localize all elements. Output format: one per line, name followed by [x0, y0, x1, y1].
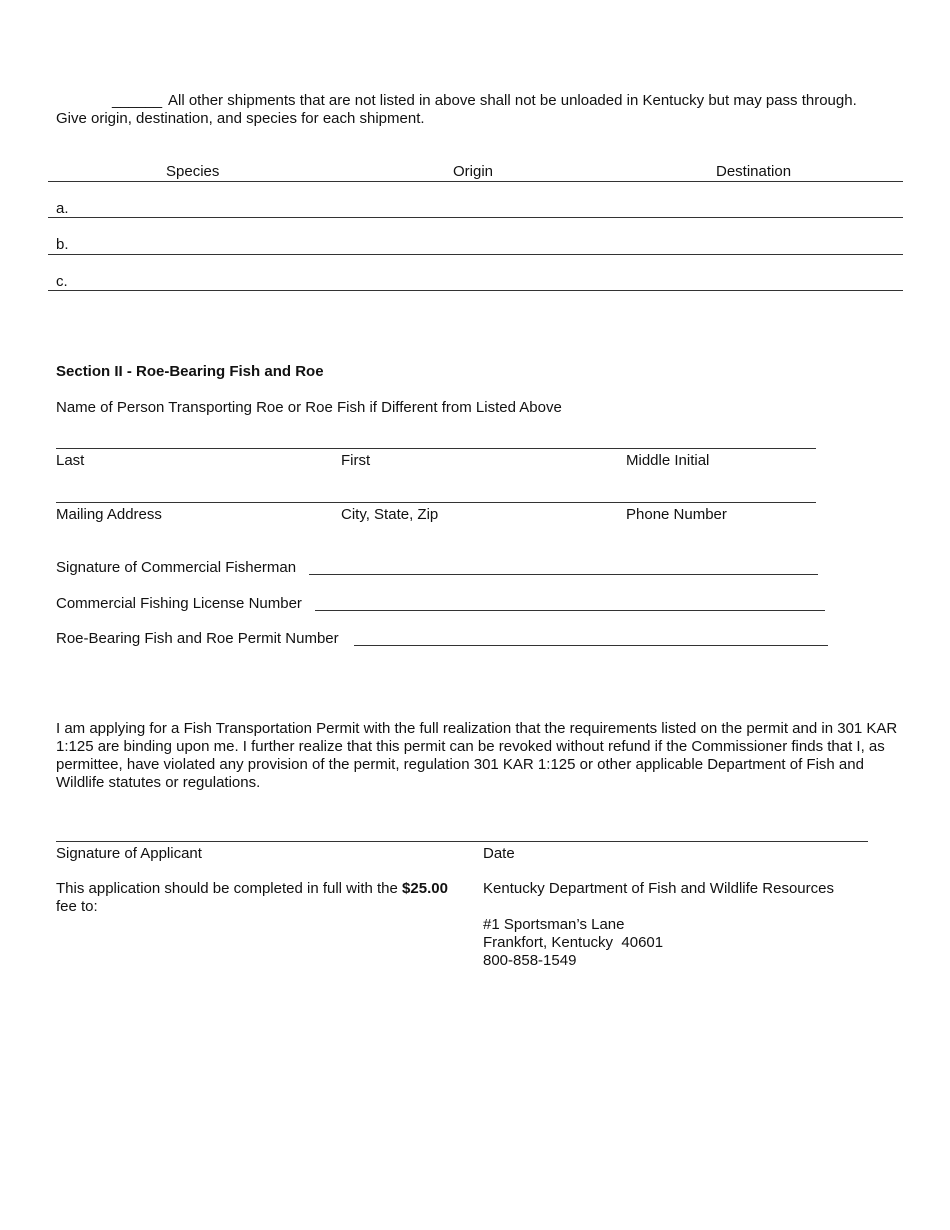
fisherman-signature-label: Signature of Commercial Fisherman	[56, 559, 297, 576]
license-number-label: Commercial Fishing License Number	[56, 595, 302, 612]
label-middle-initial: Middle Initial	[626, 452, 710, 469]
applicant-signature-label: Signature of Applicant	[56, 845, 202, 862]
license-number-line[interactable]	[315, 610, 825, 611]
table-header-rule	[48, 181, 903, 182]
label-city-state-zip: City, State, Zip	[341, 506, 439, 523]
applicant-signature-line[interactable]	[56, 841, 868, 842]
label-last: Last	[56, 452, 85, 469]
section2-name-prompt: Name of Person Transporting Roe or Roe Fish if Different from Listed Above	[56, 399, 562, 416]
date-label: Date	[483, 845, 515, 862]
agency-phone: 800-858-1549	[483, 952, 577, 969]
address-entry-line[interactable]	[56, 502, 816, 503]
column-header-destination: Destination	[716, 163, 792, 180]
shipments-blank[interactable]: ______	[112, 92, 163, 109]
fee-amount: $25.00	[402, 880, 448, 897]
column-header-species: Species	[166, 163, 220, 180]
table-row-b-label: b.	[56, 236, 69, 253]
table-row-a-line[interactable]	[48, 217, 903, 218]
table-row-c-line[interactable]	[48, 290, 903, 291]
shipments-intro-line2: Give origin, destination, and species for each shipment.	[56, 110, 425, 127]
agency-street: #1 Sportsman’s Lane	[483, 916, 625, 933]
table-row-c-label: c.	[56, 273, 68, 290]
table-row-b-line[interactable]	[48, 254, 903, 255]
fee-text-after: fee to:	[56, 898, 98, 915]
shipments-intro-line1: All other shipments that are not listed in above shall not be unloaded in Kentucky but may pass through.	[168, 92, 857, 109]
table-row-a-label: a.	[56, 200, 69, 217]
label-mailing-address: Mailing Address	[56, 506, 162, 523]
agency-name: Kentucky Department of Fish and Wildlife Resources	[483, 880, 834, 897]
name-entry-line[interactable]	[56, 448, 816, 449]
agency-city: Frankfort, Kentucky 40601	[483, 934, 664, 951]
fee-instruction	[56, 880, 471, 916]
fisherman-signature-line[interactable]	[309, 574, 818, 575]
label-phone-number: Phone Number	[626, 506, 727, 523]
label-first: First	[341, 452, 371, 469]
permit-number-label: Roe-Bearing Fish and Roe Permit Number	[56, 630, 339, 647]
fee-text-before: This application should be completed in full with the	[56, 880, 403, 897]
declaration-paragraph: I am applying for a Fish Transportation Permit with the full realization that the requirements listed on the permit and in 301 KAR 1:125 are binding upon me. I further realize that this permit can be revoked without refund if the Commissioner finds that I, as permittee, have violated any provision of the permit, regulation 301 KAR 1:125 or other applicable Department of Fish and Wildlife statutes or regulations.	[56, 720, 898, 791]
section2-heading: Section II - Roe-Bearing Fish and Roe	[56, 363, 324, 380]
column-header-origin: Origin	[453, 163, 494, 180]
permit-number-line[interactable]	[354, 645, 828, 646]
